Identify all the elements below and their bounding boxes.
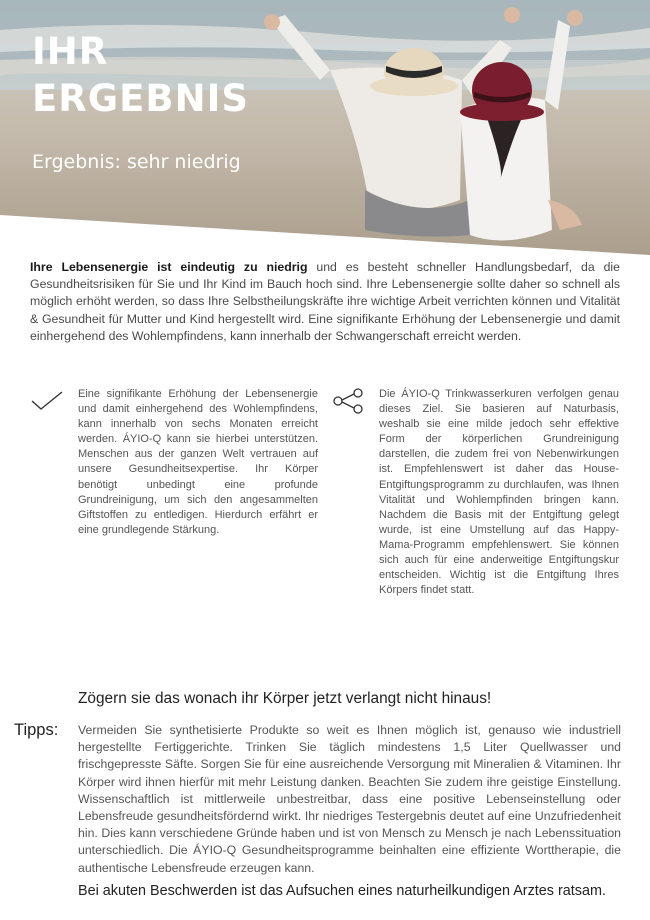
closing-note: Bei akuten Beschwerden ist das Aufsuchen eines naturheilkundigen Arztes ratsam.	[78, 883, 606, 899]
intro-bold-lead: Ihre Lebensenergie ist eindeutig zu niedrig	[30, 260, 308, 274]
intro-text: und es besteht schneller Handlungsbedarf, da die Gesundheitsrisiken für Sie und Ihr Kind im Bauch hoch sind. Ihre Lebensenergie sollte daher so schnell als möglich erhöht werden, so dass Ihre Selbstheilungskräfte ihre wichtige Arbeit verrichten können und Vitalität & Gesundheit für Mutter und Kind hergestellt wird. Eine signifikante Erhöhung der Lebensenergie und damit einhergehend des Wohlempfindens, kann innerhalb der Schwangerschaft erreicht werden.	[30, 260, 620, 343]
intro-paragraph	[30, 259, 620, 345]
column-left-text: Eine signifikante Erhöhung der Lebensenergie und damit einhergehend des Wohlempfindens, kann innerhalb von sechs Monaten erreicht werden. ÁYIO-Q kann sie hierbei unterstützen. Menschen aus der ganzen Welt vertrauen auf unsere Gesundheitsexpertise. Ihr Körper benötigt unbedingt eine profunde Grundreinigung, um sich den angesammelten Giftstoffen zu entledigen. Hierdurch erfährt er eine grundlegende Stärkung.	[78, 388, 318, 536]
column-right-text: Die ÁYIO-Q Trinkwasserkuren verfolgen genau dieses Ziel. Sie basieren auf Naturbasis, weshalb sie eine milde jedoch sehr effektive Form der körperlichen Grundreinigung darstellen, die zudem frei von Nebenwirkungen ist. Empfehlenswert ist daher das House-Entgiftungsprogramm zu durchlaufen, was Ihnen Vitalität und Wohlempfinden bringen kann. Nachdem die Basis mit der Entgiftung gelegt wurde, ist eine Umstellung auf das Happy-Mama-Programm empfehlenswert. Sie können sich auch für eine anderweitige Entgiftungskur entscheiden. Wichtig ist die Entgiftung Ihres Körpers findet statt.	[379, 388, 619, 597]
share-icon	[332, 388, 364, 414]
title-line-1: IHR	[32, 30, 109, 73]
checkmark-icon	[30, 390, 64, 412]
tipps-label: Tipps:	[14, 721, 59, 739]
page-title	[32, 28, 249, 122]
title-line-2: ERGEBNIS	[32, 77, 249, 120]
result-subtitle: Ergebnis: sehr niedrig	[32, 151, 241, 173]
tipps-paragraph: Vermeiden Sie synthetisierte Produkte so weit es Ihnen möglich ist, genauso wie industriell hergestellte Fertiggerichte. Trinken Sie täglich mindestens 1,5 Liter Quellwasser und frischgepresste Säfte. Sorgen Sie für eine ausreichende Versorgung mit Mineralien & Vitaminen. Ihr Körper wird ihnen hierfür mit mehr Leistung danken. Beachten Sie zudem ihre geistige Einstellung. Wissenschaftlich ist mittlerweile unbestreitbar, dass eine positive Lebenseinstellung oder Lebensfreude gesundheitsfördernd wirkt. Ihr niedriges Testergebnis deutet auf eine Unzufriedenheit hin. Dies kann verschiedene Gründe haben und ist von Mensch zu Mensch je nach Lebenssituation unterschiedlich. Die ÁYIO-Q Gesundheitsprogramme beinhalten eine effiziente Worttherapie, die authentische Lebensfreude erzeugen kann.	[78, 723, 621, 875]
hero-banner	[0, 0, 650, 255]
call-to-action-heading: Zögern sie das wonach ihr Körper jetzt verlangt nicht hinaus!	[78, 690, 492, 707]
